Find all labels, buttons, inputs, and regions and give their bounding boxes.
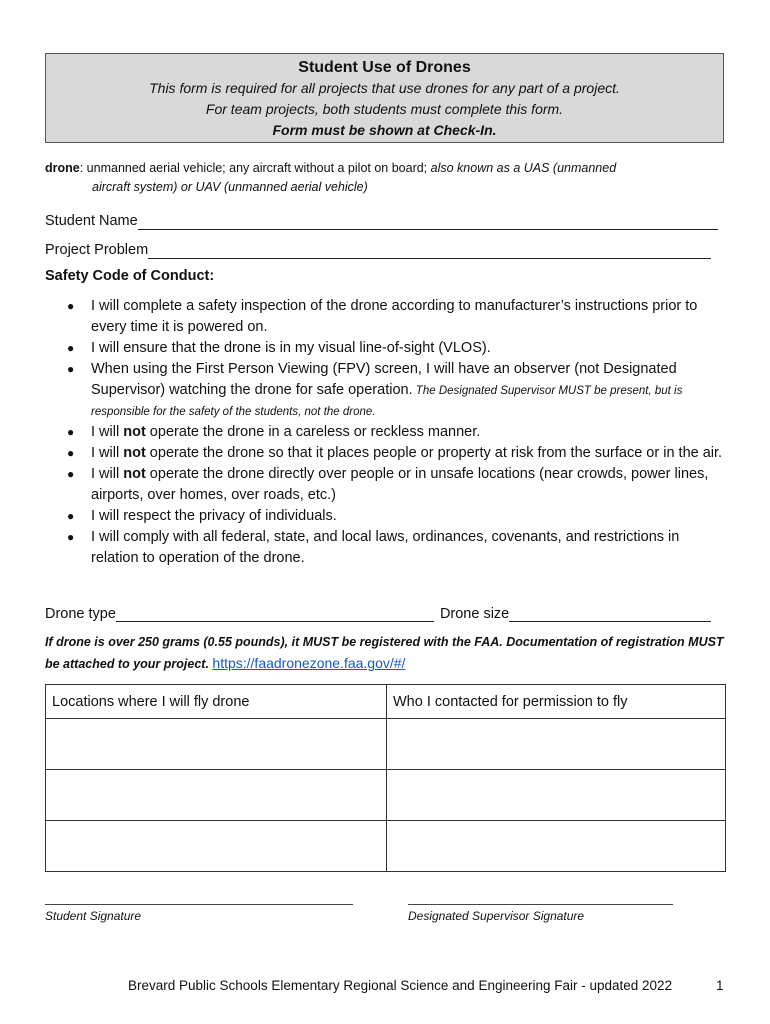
definition-italic-1: also known as a UAS (unmanned [427,161,617,175]
table-row [46,719,726,770]
student-signature-line [45,904,353,905]
drone-definition [45,159,725,197]
rule-prefix: I will [91,424,124,440]
contact-cell[interactable] [387,770,726,821]
student-signature-label: Student Signature [45,909,142,923]
list-item [45,296,730,338]
drone-type-label: Drone type [45,606,116,622]
rule-text: operate the drone so that it places people or property at risk from the surface or in the air. [145,445,723,461]
faa-registration-note [45,632,735,675]
supervisor-signature-line [408,904,673,905]
table-row [46,770,726,821]
page-number: 1 [716,978,724,993]
bullet-icon: ● [67,509,75,523]
rule-text: I will comply with all federal, state, and local laws, ordinances, covenants, and restrictions in relation to operation of the drone. [91,529,680,566]
safety-heading: Safety Code of Conduct: [45,268,215,284]
rule-text: I will ensure that the drone is in my visual line-of-sight (VLOS). [91,340,491,356]
rule-text: operate the drone directly over people or in unsafe locations (near crowds, power lines, airports, over homes, over roads, etc.) [91,466,709,503]
rule-note: The Designated Supervisor MUST be present, but is responsible for the safety of the students, not the drone. [91,385,683,418]
bullet-icon: ● [67,425,75,439]
supervisor-signature-label: Designated Supervisor Signature [408,909,585,923]
location-cell[interactable] [46,719,387,770]
rule-prefix: I will [91,466,124,482]
contact-cell[interactable] [387,821,726,872]
locations-table [45,684,726,872]
location-cell[interactable] [46,770,387,821]
contact-cell[interactable] [387,719,726,770]
rule-text: I will complete a safety inspection of the drone according to manufacturer’s instructions prior to every time it is powered on. [91,298,698,335]
project-problem-field[interactable] [148,244,711,259]
rule-text: I will respect the privacy of individuals. [91,508,337,524]
header-line-1: This form is required for all projects that use drones for any part of a project. [149,80,620,96]
drone-size-label: Drone size [439,606,510,622]
locations-column-header: Locations where I will fly drone [46,685,387,719]
list-item [45,443,730,464]
rule-emphasis: not [123,466,146,482]
table-row [46,821,726,872]
project-problem-row [45,241,711,259]
rule-text: When using the First Person Viewing (FPV) screen, I will have an observer (not Designated Supervisor) watching the drone for safe operation. [91,361,677,398]
header-line-2: For team projects, both students must complete this form. [205,101,564,117]
rule-prefix: I will [91,445,124,461]
faa-link[interactable]: https://faadronezone.faa.gov/#/ [212,655,406,671]
list-item [45,338,730,359]
student-signature-block[interactable] [45,904,353,923]
drone-size-field[interactable] [509,607,711,622]
header-box [45,53,724,143]
student-name-label: Student Name [45,213,138,229]
student-name-row [45,212,718,230]
contact-column-header: Who I contacted for permission to fly [387,685,726,719]
bullet-icon: ● [67,299,75,313]
rule-text: operate the drone in a careless or reckless manner. [145,424,481,440]
drone-details-row [45,606,711,622]
bullet-icon: ● [67,362,75,376]
student-name-field[interactable] [138,215,718,230]
rule-emphasis: not [123,424,146,440]
list-item [45,422,730,443]
table-header-row [46,685,726,719]
bullet-icon: ● [67,446,75,460]
supervisor-signature-block[interactable] [408,904,673,923]
location-cell[interactable] [46,821,387,872]
form-title: Student Use of Drones [298,59,471,76]
rule-emphasis: not [123,445,146,461]
definition-italic-2: aircraft system) or UAV (unmanned aerial vehicle) [92,180,368,194]
page-footer: Brevard Public Schools Elementary Regional Science and Engineering Fair - updated 2022 [128,978,673,993]
drone-type-field[interactable] [116,607,434,622]
header-line-3: Form must be shown at Check-In. [272,122,497,138]
list-item [45,527,730,569]
list-item [45,506,730,527]
definition-text: : unmanned aerial vehicle; any aircraft without a pilot on board; [79,161,428,175]
definition-term: drone [45,161,80,175]
list-item [45,464,730,506]
bullet-icon: ● [67,467,75,481]
list-item [45,359,730,422]
project-problem-label: Project Problem [45,242,149,258]
faa-note-text: If drone is over 250 grams (0.55 pounds), it MUST be registered with the FAA. Documentation of registration MUST be attached to your project. [45,635,724,671]
bullet-icon: ● [67,530,75,544]
bullet-icon: ● [67,341,75,355]
safety-rules-list [45,296,730,569]
